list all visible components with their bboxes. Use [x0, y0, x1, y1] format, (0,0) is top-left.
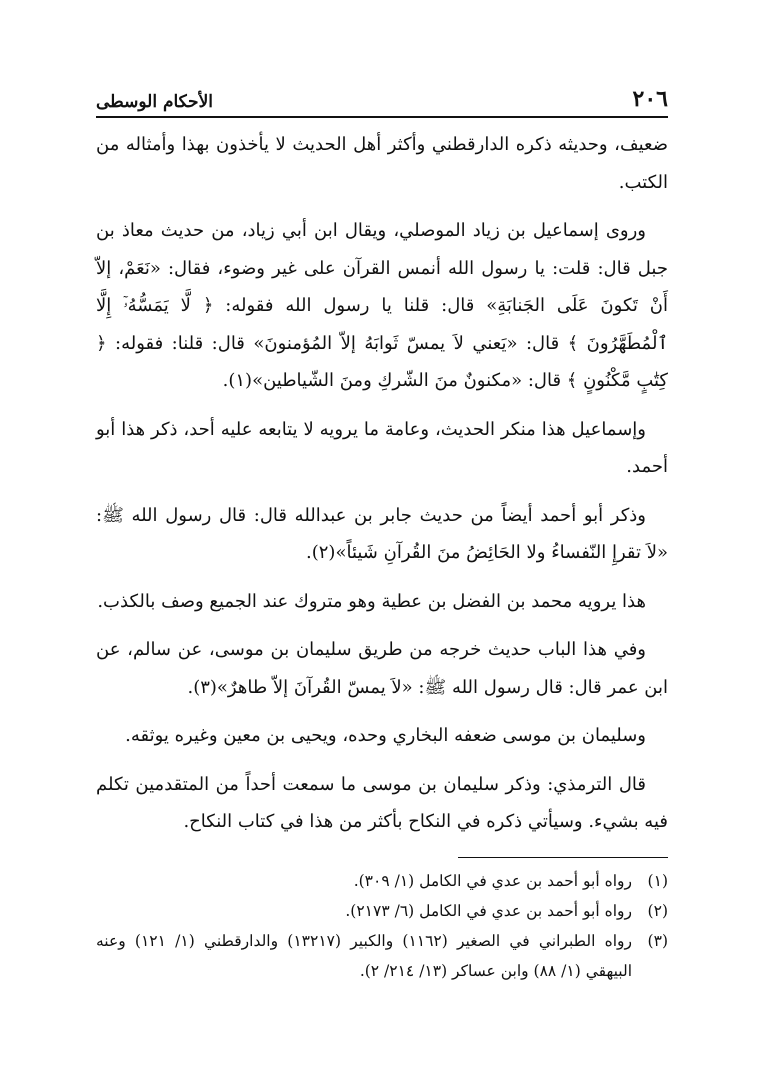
footnote-number: (١): [647, 871, 668, 890]
footnote: [96, 866, 668, 896]
footnote: [96, 896, 668, 926]
paragraph: ضعيف، وحديثه ذكره الدارقطني وأكثر أهل الحديث لا يأخذون بهذا وأمثاله من الكتب.: [96, 134, 668, 193]
footnote-text: رواه أبو أحمد بن عدي في الكامل (١/ ٣٠٩).: [353, 871, 632, 890]
footnote-number: (٣): [647, 931, 668, 950]
footnotes: [96, 866, 668, 986]
paragraph: وذكر أبو أحمد أيضاً من حديث جابر بن عبدالله قال: قال رسول الله ﷺ: «لاَ تقرإِ النّفساءُ ولا الحَائِضُ منَ القُرآنِ شَيئاً»(٢).: [96, 504, 668, 563]
paragraph: وروى إسماعيل بن زياد الموصلي، ويقال ابن أبي زياد، من حديث معاذ بن جبل قال: قلت: يا رسول الله أنمس القرآن على غير وضوء، فقال: «نَعَمْ، إلاّ أَنْ تَكونَ عَلَى الجَنابَةِ» قال: قلنا يا رسول الله فقوله: ﴿ لَّا يَمَسُّهُۥٓ إِلَّا ٱلْمُطَهَّرُونَ ﴾ قال: «يَعني لاَ يمسّ ثَوابَهُ إلاّ المُؤمنونَ» قال: قلنا: فقوله: ﴿ كِتَٰبٍ مَّكْنُونٍ ﴾ قال: «مكنونٌ منَ الشّركِ ومنَ الشّياطين»(١).: [96, 220, 668, 391]
paragraph: وإسماعيل هذا منكر الحديث، وعامة ما يرويه لا يتابعه عليه أحد، ذكر هذا أبو أحمد.: [96, 418, 668, 477]
main-text: [96, 126, 668, 841]
book-page: [96, 82, 668, 986]
running-title: الأحكام الوسطى: [96, 92, 213, 112]
footnote-text: رواه أبو أحمد بن عدي في الكامل (٦/ ٢١٧٣).: [345, 901, 632, 920]
footnote-number: (٢): [647, 901, 668, 920]
paragraph: هذا يرويه محمد بن الفضل بن عطية وهو متروك عند الجميع وصف بالكذب.: [97, 590, 646, 612]
paragraph: وسليمان بن موسى ضعفه البخاري وحده، ويحيى بن معين وغيره يوثقه.: [125, 725, 646, 746]
paragraph: وفي هذا الباب حديث خرجه من طريق سليمان بن موسى، عن سالم، عن ابن عمر قال: قال رسول الله ﷺ: «لاَ يمسّ القُرآنَ إلاّ طاهرٌ»(٣).: [96, 639, 668, 698]
paragraph: قال الترمذي: وذكر سليمان بن موسى ما سمعت أحداً من المتقدمين تكلم فيه بشيء. وسيأتي ذكره في النكاح بأكثر من هذا في كتاب النكاح.: [96, 773, 668, 832]
header-rule: [96, 116, 668, 118]
page-number: ٢٠٦: [632, 86, 668, 112]
page-header: [96, 82, 668, 112]
footnote: [96, 926, 668, 986]
footnote-text: رواه الطبراني في الصغير (١١٦٢) والكبير (١٣٢١٧) والدارقطني (١/ ١٢١) وعنه البيهقي (١/ ٨٨) وابن عساكر (١٣/ ٢١٤/ ٢).: [96, 931, 632, 980]
footnote-separator: [458, 857, 668, 858]
